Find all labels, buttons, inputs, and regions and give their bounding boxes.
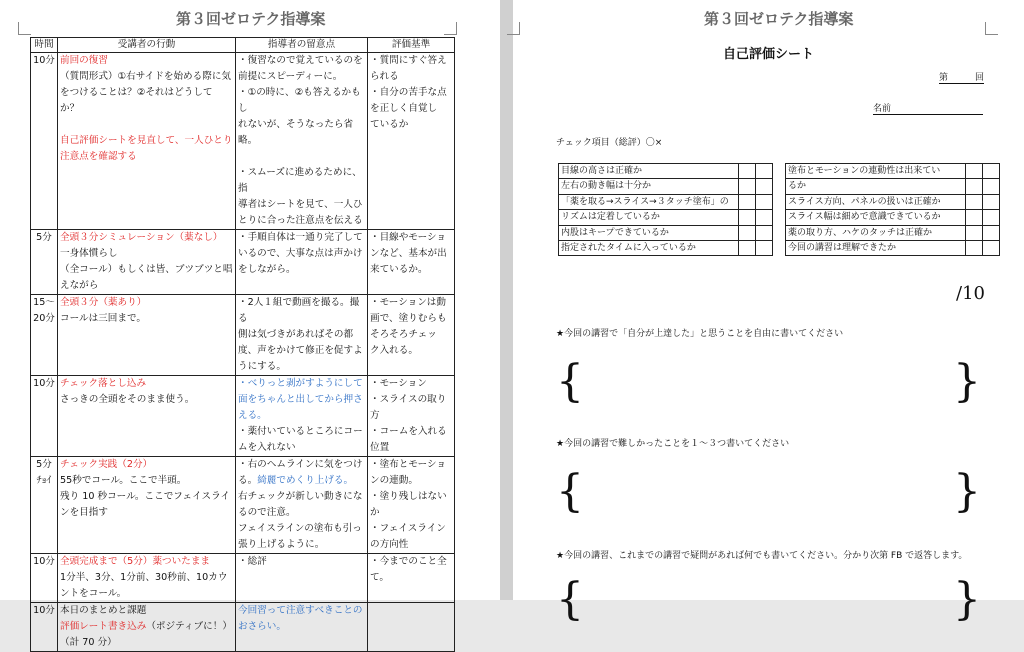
student-action-cell <box>58 554 236 603</box>
lesson-plan-table <box>30 37 455 652</box>
check-items-label: チェック項目（総評）〇× <box>556 138 663 148</box>
time-value: 5分 <box>36 232 52 243</box>
cell-line: ・質問にすぐ答え <box>370 55 447 66</box>
checklist-mark-cell[interactable] <box>966 179 983 194</box>
checklist-mark-cell[interactable] <box>983 194 1000 209</box>
checklist-mark-cell[interactable] <box>756 210 773 225</box>
col-header-evaluation: 評価基準 <box>368 38 455 53</box>
name-field: 名前 <box>873 101 983 115</box>
prompt-difficult: ★今回の講習で難しかったことを１～３つ書いてください <box>556 439 790 449</box>
cell-line: 一身体慣らし <box>60 248 118 259</box>
time-value: 5分 <box>36 459 52 470</box>
checklist-mark-cell[interactable] <box>739 194 756 209</box>
student-action-cell <box>58 457 236 554</box>
cell-line: ンなど、基本が出 <box>370 248 447 259</box>
checklist-mark-cell[interactable] <box>966 164 983 179</box>
time-cell <box>31 554 58 603</box>
time-value: 10分 <box>33 556 55 567</box>
checklist-item: 左右の動き幅は十分か <box>559 179 739 194</box>
checklist-item: スライス幅は細めで意識できているか <box>786 210 966 225</box>
cell-line: 自己評価シートを見直して、一人ひとり <box>60 135 233 146</box>
checklist-row <box>559 241 773 256</box>
evaluation-cell <box>368 230 455 295</box>
checklist-mark-cell[interactable] <box>983 210 1000 225</box>
left-page-header: 第３回ゼロテク指導案 <box>176 10 326 28</box>
cell-line: の方向性 <box>370 539 409 550</box>
cell-line: 評価レート書き込み（ポジティブに！） <box>60 621 232 632</box>
checklist-mark-cell[interactable] <box>756 225 773 240</box>
cell-line: ・復習なので覚えているのを <box>238 55 363 66</box>
checklist-mark-cell[interactable] <box>739 164 756 179</box>
cell-line: そろそろチェッ <box>370 329 437 340</box>
time-cell <box>31 376 58 457</box>
cell-line <box>370 603 452 619</box>
cell-line: ンを目指す <box>60 507 108 518</box>
col-header-time: 時間 <box>31 38 58 53</box>
cell-line: えながら <box>60 280 99 291</box>
cell-line: （質問形式）①右サイドを始める際に気 <box>60 71 232 82</box>
cell-line: ているか <box>370 119 409 130</box>
lesson-row <box>31 295 455 376</box>
cell-line: （全コール）もしくは皆、ブツブツと唱 <box>60 264 233 275</box>
checklist-mark-cell[interactable] <box>739 179 756 194</box>
cell-line: いるので、大事な点は声かけ <box>238 248 363 259</box>
checklist-mark-cell[interactable] <box>966 241 983 256</box>
cell-line: フェイスラインの塗布も引っ <box>238 523 362 534</box>
cell-line: ・スムーズに進めるために、指 <box>238 167 362 194</box>
answer-close-brace: } <box>953 574 981 625</box>
checklist-right-table <box>785 163 1000 256</box>
student-action-cell <box>58 53 236 230</box>
evaluation-cell <box>368 457 455 554</box>
cell-line: ントをコール。 <box>60 588 127 599</box>
cell-line: さっきの全頭をそのまま使う。 <box>60 394 195 405</box>
cell-line: ・自分の苦手な点 <box>370 87 447 98</box>
col-header-student-action: 受講者の行動 <box>58 38 236 53</box>
time-cell <box>31 53 58 230</box>
cell-line: ・今までのこと全 <box>370 556 447 567</box>
cell-line: チェック落とし込み <box>60 378 147 389</box>
cell-line: 導者はシートを見て、一人ひ <box>238 199 363 210</box>
cell-line: 右チェックが新しい動きにな <box>238 491 363 502</box>
lesson-row <box>31 230 455 295</box>
left-margin-corner-mark <box>507 22 520 35</box>
checklist-item: 塗布とモーションの連動性は出来てい <box>786 164 966 179</box>
cell-line: ・①の時に、②も答えるかもし <box>238 87 361 114</box>
right-margin-corner-mark <box>985 22 998 35</box>
time-cell <box>31 230 58 295</box>
lesson-row <box>31 53 455 230</box>
checklist-row <box>559 210 773 225</box>
left-margin-corner-mark <box>18 22 31 35</box>
cell-line: 前提にスピーディーに。 <box>238 71 343 82</box>
cell-line: 張り上げるように。 <box>238 539 325 550</box>
checklist-row <box>786 179 1000 194</box>
time-value: 10分 <box>33 55 55 66</box>
cell-line: チェック実践（2分） <box>60 459 153 470</box>
checklist-row <box>786 194 1000 209</box>
cell-line: をしながら。 <box>238 264 296 275</box>
checklist-item: 「薬を取る→スライス→３タッチ塗布」の <box>559 194 739 209</box>
cell-line <box>60 117 233 133</box>
page-gap <box>500 0 513 600</box>
cell-line: られる <box>370 71 399 82</box>
evaluation-cell <box>368 295 455 376</box>
checklist-mark-cell[interactable] <box>966 225 983 240</box>
instructor-notes-cell <box>236 53 368 230</box>
checklist-row <box>559 164 773 179</box>
evaluation-cell <box>368 554 455 603</box>
cell-line: ・べりっと剥がすようにして <box>238 378 363 389</box>
student-action-cell <box>58 230 236 295</box>
cell-line: ・手順自体は一通り完了して <box>238 232 363 243</box>
self-eval-sheet-title: 自己評価シート <box>722 47 814 62</box>
lesson-row <box>31 554 455 603</box>
checklist-mark-cell[interactable] <box>966 210 983 225</box>
time-cell <box>31 603 58 652</box>
lesson-row <box>31 457 455 554</box>
checklist-mark-cell[interactable] <box>739 241 756 256</box>
cell-line: ・塗布とモーショ <box>370 459 446 470</box>
cell-line: ・フェイスライン <box>370 523 446 534</box>
checklist-row <box>786 164 1000 179</box>
prompt-questions: ★今回の講習、これまでの講習で疑問があれば何でも書いてください。分かり次第 FB で返答します。 <box>556 551 968 561</box>
lesson-row <box>31 603 455 652</box>
cell-line: て。 <box>370 572 389 583</box>
checklist-row <box>559 225 773 240</box>
cell-line: 全頭３分シミュレーション（薬なし） <box>60 232 223 243</box>
checklist-item: 指定されたタイムに入っているか <box>559 241 739 256</box>
cell-line: （計 70 分） <box>60 637 117 648</box>
cell-line: を正しく自覚し <box>370 103 438 114</box>
answer-close-brace: } <box>953 466 981 517</box>
cell-line <box>238 149 365 165</box>
cell-line: ・2人１組で動画を撮る。撮る <box>238 297 360 324</box>
checklist-left-table <box>558 163 773 256</box>
score-total: /10 <box>956 283 985 304</box>
lesson-row <box>31 376 455 457</box>
cell-line: ・薬付いているところにコー <box>238 426 363 437</box>
checklist-mark-cell[interactable] <box>756 241 773 256</box>
right-page-header: 第３回ゼロテク指導案 <box>704 10 854 28</box>
cell-line: 方 <box>370 410 380 421</box>
cell-line: 本日のまとめと課題 <box>60 605 147 616</box>
cell-line: コールは三回まで。 <box>60 313 146 324</box>
right-margin-corner-mark <box>444 22 457 35</box>
checklist-mark-cell[interactable] <box>966 194 983 209</box>
checklist-mark-cell[interactable] <box>983 179 1000 194</box>
cell-line: るので注意。 <box>238 507 296 518</box>
cell-line: ク入れる。 <box>370 345 418 356</box>
answer-open-brace: { <box>556 574 584 625</box>
checklist-mark-cell[interactable] <box>739 225 756 240</box>
evaluation-cell <box>368 603 455 652</box>
checklist-row <box>559 179 773 194</box>
cell-line <box>60 521 233 537</box>
checklist-item: スライス方向、パネルの扱いは正確か <box>786 194 966 209</box>
checklist-row <box>786 241 1000 256</box>
cell-line: をつけることは？②それはどうして <box>60 87 213 98</box>
time-cell <box>31 457 58 554</box>
cell-line: 注意点を確認する <box>60 151 137 162</box>
cell-line: れないが、そうなったら省略。 <box>238 119 354 146</box>
time-cell <box>31 295 58 376</box>
cell-line: 全頭完成まで（5分）薬ついたまま <box>60 556 211 567</box>
cell-line: ・モーションは動 <box>370 297 446 308</box>
checklist-item: 今回の講習は理解できたか <box>786 241 966 256</box>
right-document-page <box>513 0 1024 625</box>
cell-line: 側は気づきがあればその都 <box>238 329 354 340</box>
cell-line: 画で、塗りむらも <box>370 313 447 324</box>
cell-line: うにする。 <box>238 361 286 372</box>
checklist-item: リズムは定着しているか <box>559 210 739 225</box>
checklist-row <box>786 225 1000 240</box>
instructor-notes-cell <box>236 295 368 376</box>
checklist-mark-cell[interactable] <box>756 179 773 194</box>
cell-line: ・右のヘムラインに気をつけ <box>238 459 363 470</box>
cell-line: とりに合った注意点を伝える <box>238 215 363 226</box>
evaluation-cell <box>368 376 455 457</box>
col-header-instructor-notes: 指導者の留意点 <box>236 38 368 53</box>
cell-line: 度、声をかけて修正を促すよ <box>238 345 363 356</box>
cell-line: える。 <box>238 410 267 421</box>
cell-line: る。綺麗でめくり上げる。 <box>238 475 354 486</box>
cell-line: ムを入れない <box>238 442 296 453</box>
checklist-item: るか <box>786 179 966 194</box>
cell-line: 55秒でコール。ここで半頭。 <box>60 475 187 486</box>
checklist-mark-cell[interactable] <box>756 164 773 179</box>
student-action-cell <box>58 603 236 652</box>
cell-line: おさらい。 <box>238 621 286 632</box>
checklist-mark-cell[interactable] <box>983 225 1000 240</box>
cell-line: ・スライスの取り <box>370 394 447 405</box>
instructor-notes-cell <box>236 230 368 295</box>
cell-line: ・目線やモーショ <box>370 232 446 243</box>
checklist-row <box>786 210 1000 225</box>
checklist-row <box>559 194 773 209</box>
cell-line: ・コームを入れる <box>370 426 447 437</box>
cell-line: ・総評 <box>238 556 267 567</box>
cell-line: 位置 <box>370 442 390 453</box>
time-value: 15〜 <box>33 297 55 308</box>
cell-line: 1分半、3分、1分前、30秒前、10カウ <box>60 572 228 583</box>
answer-open-brace: { <box>556 356 584 407</box>
evaluation-cell <box>368 53 455 230</box>
student-action-cell <box>58 295 236 376</box>
checklist-item: 目線の高さは正確か <box>559 164 739 179</box>
instructor-notes-cell <box>236 603 368 652</box>
checklist-item: 内股はキープできているか <box>559 225 739 240</box>
cell-line: ・塗り残しはない <box>370 491 447 502</box>
checklist-mark-cell[interactable] <box>983 164 1000 179</box>
checklist-mark-cell[interactable] <box>756 194 773 209</box>
cell-line: 前回の復習 <box>60 55 108 66</box>
answer-close-brace: } <box>953 356 981 407</box>
student-action-cell <box>58 376 236 457</box>
instructor-notes-cell <box>236 554 368 603</box>
cell-line: か？ <box>60 103 80 114</box>
time-value: ﾁｮｲ <box>36 475 52 486</box>
cell-line: 面をちゃんと出してから押さ <box>238 394 363 405</box>
cell-line: 全頭３分（薬あり） <box>60 297 147 308</box>
checklist-item: 薬の取り方、ハケのタッチは正確か <box>786 225 966 240</box>
session-number-field: 第 回 <box>939 70 984 84</box>
time-value: 10分 <box>33 605 55 616</box>
cell-line: か <box>370 507 380 518</box>
time-value: 10分 <box>33 378 55 389</box>
checklist-mark-cell[interactable] <box>983 241 1000 256</box>
cell-line: ンの連動。 <box>370 475 418 486</box>
instructor-notes-cell <box>236 376 368 457</box>
lesson-table-header-row <box>31 38 455 53</box>
answer-open-brace: { <box>556 466 584 517</box>
left-document-page <box>0 0 500 648</box>
cell-line: 今回習って注意すべきことの <box>238 605 363 616</box>
time-value: 20分 <box>33 313 55 324</box>
cell-line: 残り 10 秒コール。ここでフェイスライ <box>60 491 230 502</box>
prompt-improved: ★今回の講習で「自分が上達した」と思うことを自由に書いてください <box>556 329 844 339</box>
cell-line: ・モーション <box>370 378 427 389</box>
instructor-notes-cell <box>236 457 368 554</box>
cell-line: 来ているか。 <box>370 264 428 275</box>
checklist-mark-cell[interactable] <box>739 210 756 225</box>
